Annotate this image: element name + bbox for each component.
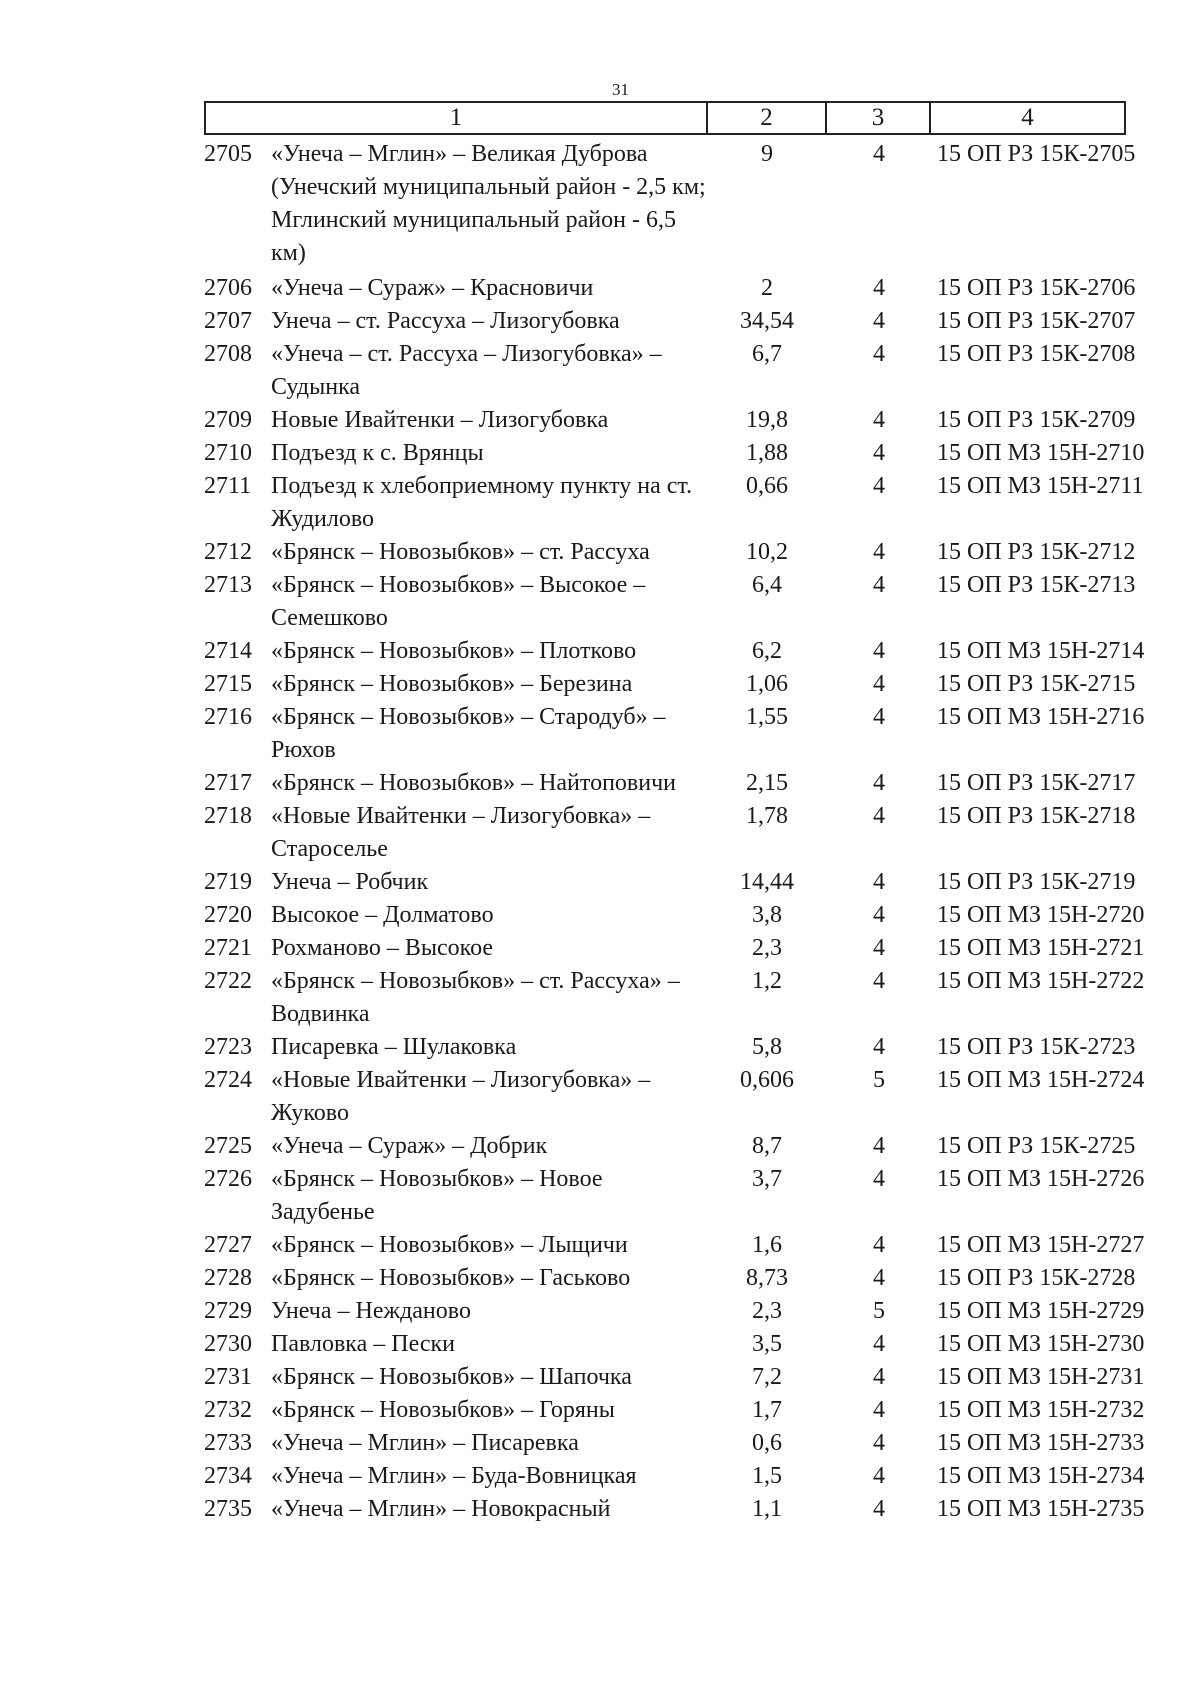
road-id: 15 ОП РЗ 15К-2706: [937, 275, 1136, 301]
road-id: 15 ОП МЗ 15Н-2710: [937, 440, 1145, 466]
road-length: 3,5: [752, 1331, 782, 1357]
table-row: [204, 635, 1144, 668]
road-id: 15 ОП РЗ 15К-2723: [937, 1034, 1136, 1060]
table-row: [204, 1229, 1144, 1262]
road-length: 1,1: [752, 1496, 782, 1522]
table-row: [204, 470, 1144, 536]
road-id: 15 ОП РЗ 15К-2708: [937, 341, 1136, 367]
road-length: 14,44: [740, 869, 794, 895]
road-category: 4: [873, 638, 885, 664]
road-name: «Брянск – Новозыбков» – Лыщичи: [271, 1232, 628, 1258]
road-id: 15 ОП МЗ 15Н-2730: [937, 1331, 1145, 1357]
road-id: 15 ОП РЗ 15К-2709: [937, 407, 1136, 433]
table-row: [204, 138, 1144, 270]
road-length: 0,606: [740, 1067, 794, 1093]
road-name: Писаревка – Шулаковка: [271, 1034, 517, 1060]
road-name: Новые Ивайтенки – Лизогубовка: [271, 407, 609, 433]
road-category: 4: [873, 1232, 885, 1258]
row-number: 2712: [204, 539, 252, 565]
table-header: [204, 101, 1126, 135]
road-length: 1,55: [746, 704, 788, 730]
table-row: [204, 1064, 1144, 1130]
row-number: 2735: [204, 1496, 252, 1522]
table-row: [204, 437, 1144, 470]
road-name: «Брянск – Новозыбков» – ст. Рассуха» – Водвинка: [271, 968, 680, 1027]
table-row: [204, 800, 1144, 866]
table-row: [204, 932, 1144, 965]
table-row: [204, 1295, 1144, 1328]
road-id: 15 ОП РЗ 15К-2717: [937, 770, 1136, 796]
table-row: [204, 1328, 1144, 1361]
road-category: 4: [873, 869, 885, 895]
table-row: [204, 767, 1144, 800]
road-length: 6,4: [752, 572, 782, 598]
row-number: 2705: [204, 141, 252, 167]
row-number: 2730: [204, 1331, 252, 1357]
road-length: 2,3: [752, 1298, 782, 1324]
row-number: 2720: [204, 902, 252, 928]
table-row: [204, 866, 1144, 899]
row-number: 2721: [204, 935, 252, 961]
road-length: 1,7: [752, 1397, 782, 1423]
header-col-4: 4: [1021, 104, 1034, 131]
road-id: 15 ОП РЗ 15К-2705: [937, 141, 1136, 167]
row-number: 2724: [204, 1067, 252, 1093]
road-id: 15 ОП МЗ 15Н-2732: [937, 1397, 1145, 1423]
road-length: 1,06: [746, 671, 788, 697]
row-number: 2723: [204, 1034, 252, 1060]
road-name: Подъезд к хлебоприемному пункту на ст. Жудилово: [271, 473, 693, 532]
table-row: [204, 1493, 1144, 1526]
table-row: [204, 1163, 1144, 1229]
road-category: 4: [873, 1364, 885, 1390]
table-row: [204, 272, 1144, 305]
road-id: 15 ОП РЗ 15К-2725: [937, 1133, 1136, 1159]
road-id: 15 ОП МЗ 15Н-2724: [937, 1067, 1145, 1093]
road-id: 15 ОП МЗ 15Н-2722: [937, 968, 1145, 994]
road-id: 15 ОП МЗ 15Н-2734: [937, 1463, 1145, 1489]
road-id: 15 ОП МЗ 15Н-2731: [937, 1364, 1145, 1390]
road-id: 15 ОП МЗ 15Н-2735: [937, 1496, 1145, 1522]
road-category: 4: [873, 572, 885, 598]
road-id: 15 ОП МЗ 15Н-2727: [937, 1232, 1145, 1258]
road-category: 4: [873, 141, 885, 167]
road-category: 4: [873, 1496, 885, 1522]
road-length: 0,6: [752, 1430, 782, 1456]
road-category: 4: [873, 1397, 885, 1423]
road-id: 15 ОП МЗ 15Н-2733: [937, 1430, 1145, 1456]
row-number: 2727: [204, 1232, 252, 1258]
road-length: 34,54: [740, 308, 794, 334]
table-body: [204, 138, 1144, 1526]
row-number: 2732: [204, 1397, 252, 1423]
row-number: 2714: [204, 638, 252, 664]
table-row: [204, 305, 1144, 338]
road-category: 4: [873, 308, 885, 334]
road-length: 1,5: [752, 1463, 782, 1489]
road-name: «Брянск – Новозыбков» – Березина: [271, 671, 633, 697]
road-name: «Брянск – Новозыбков» – Горяны: [271, 1397, 615, 1423]
road-category: 4: [873, 440, 885, 466]
road-category: 4: [873, 1430, 885, 1456]
row-number: 2716: [204, 704, 252, 730]
row-number: 2722: [204, 968, 252, 994]
table-row: [204, 1460, 1144, 1493]
road-length: 2,3: [752, 935, 782, 961]
header-col-2: 2: [708, 103, 827, 133]
road-name: «Унеча – ст. Рассуха – Лизогубовка» – Судынка: [271, 341, 662, 400]
road-id: 15 ОП МЗ 15Н-2729: [937, 1298, 1145, 1324]
road-category: 4: [873, 704, 885, 730]
road-name: Унеча – ст. Рассуха – Лизогубовка: [271, 308, 620, 334]
road-length: 3,8: [752, 902, 782, 928]
row-number: 2725: [204, 1133, 252, 1159]
page-number: 31: [612, 80, 629, 99]
road-name: Унеча – Нежданово: [271, 1298, 471, 1324]
road-category: 4: [873, 902, 885, 928]
road-category: 4: [873, 935, 885, 961]
road-length: 0,66: [746, 473, 788, 499]
road-length: 8,73: [746, 1265, 788, 1291]
road-length: 6,7: [752, 341, 782, 367]
road-id: 15 ОП МЗ 15Н-2716: [937, 704, 1145, 730]
road-name: «Брянск – Новозыбков» – ст. Рассуха: [271, 539, 650, 565]
road-category: 4: [873, 803, 885, 829]
row-number: 2719: [204, 869, 252, 895]
table-row: [204, 1130, 1144, 1163]
road-name: «Брянск – Новозыбков» – Новое Задубенье: [271, 1166, 603, 1225]
road-name: «Брянск – Новозыбков» – Шапочка: [271, 1364, 632, 1390]
road-length: 2: [761, 275, 773, 301]
road-name: «Брянск – Новозыбков» – Высокое – Семешково: [271, 572, 646, 631]
row-number: 2734: [204, 1463, 252, 1489]
road-name: «Унеча – Мглин» – Буда-Вовницкая: [271, 1463, 637, 1489]
road-category: 4: [873, 1133, 885, 1159]
road-name: «Новые Ивайтенки – Лизогубовка» – Староселье: [271, 803, 651, 862]
road-category: 4: [873, 770, 885, 796]
road-category: 4: [873, 671, 885, 697]
road-name: «Новые Ивайтенки – Лизогубовка» – Жуково: [271, 1067, 651, 1126]
road-category: 5: [873, 1298, 885, 1324]
road-name: «Унеча – Сураж» – Добрик: [271, 1133, 548, 1159]
road-category: 4: [873, 1331, 885, 1357]
road-id: 15 ОП РЗ 15К-2715: [937, 671, 1136, 697]
road-name: Подъезд к с. Врянцы: [271, 440, 484, 466]
road-category: 4: [873, 1034, 885, 1060]
road-length: 8,7: [752, 1133, 782, 1159]
road-length: 3,7: [752, 1166, 782, 1192]
road-name: Унеча – Робчик: [271, 869, 429, 895]
road-length: 5,8: [752, 1034, 782, 1060]
road-id: 15 ОП РЗ 15К-2707: [937, 308, 1136, 334]
road-length: 9: [761, 141, 773, 167]
road-name: «Брянск – Новозыбков» – Найтоповичи: [271, 770, 676, 796]
road-name: «Унеча – Сураж» – Красновичи: [271, 275, 594, 301]
road-category: 4: [873, 539, 885, 565]
table-row: [204, 1361, 1144, 1394]
table-row: [204, 701, 1144, 767]
road-name: «Брянск – Новозыбков» – Стародуб» – Рюхов: [271, 704, 666, 763]
header-col-3: 3: [827, 103, 931, 133]
row-number: 2731: [204, 1364, 252, 1390]
road-id: 15 ОП МЗ 15Н-2726: [937, 1166, 1145, 1192]
road-name: «Унеча – Мглин» – Новокрасный: [271, 1496, 611, 1522]
row-number: 2710: [204, 440, 252, 466]
road-id: 15 ОП МЗ 15Н-2711: [937, 473, 1144, 499]
road-category: 4: [873, 968, 885, 994]
row-number: 2711: [204, 473, 252, 499]
table-row: [204, 338, 1144, 404]
road-name: «Унеча – Мглин» – Писаревка: [271, 1430, 579, 1456]
road-category: 4: [873, 1463, 885, 1489]
row-number: 2728: [204, 1265, 252, 1291]
table-row: [204, 404, 1144, 437]
road-length: 1,6: [752, 1232, 782, 1258]
row-number: 2726: [204, 1166, 252, 1192]
table-row: [204, 536, 1144, 569]
table-row: [204, 569, 1144, 635]
road-name: «Брянск – Новозыбков» – Гаськово: [271, 1265, 631, 1291]
road-length: 7,2: [752, 1364, 782, 1390]
row-number: 2729: [204, 1298, 252, 1324]
road-id: 15 ОП РЗ 15К-2718: [937, 803, 1136, 829]
row-number: 2708: [204, 341, 252, 367]
header-col-1: 1: [206, 103, 708, 133]
road-id: 15 ОП РЗ 15К-2712: [937, 539, 1136, 565]
row-number: 2709: [204, 407, 252, 433]
table-row: [204, 668, 1144, 701]
road-length: 2,15: [746, 770, 788, 796]
table-row: [204, 1031, 1144, 1064]
road-name: «Брянск – Новозыбков» – Плотково: [271, 638, 637, 664]
row-number: 2707: [204, 308, 252, 334]
road-category: 5: [873, 1067, 885, 1093]
road-id: 15 ОП МЗ 15Н-2714: [937, 638, 1145, 664]
road-category: 4: [873, 341, 885, 367]
road-length: 6,2: [752, 638, 782, 664]
road-id: 15 ОП РЗ 15К-2719: [937, 869, 1136, 895]
road-category: 4: [873, 1265, 885, 1291]
road-category: 4: [873, 1166, 885, 1192]
table-row: [204, 1427, 1144, 1460]
road-name: Рохманово – Высокое: [271, 935, 494, 961]
road-id: 15 ОП РЗ 15К-2713: [937, 572, 1136, 598]
road-id: 15 ОП РЗ 15К-2728: [937, 1265, 1136, 1291]
road-name: Высокое – Долматово: [271, 902, 494, 928]
road-length: 19,8: [746, 407, 788, 433]
row-number: 2733: [204, 1430, 252, 1456]
road-length: 10,2: [746, 539, 788, 565]
road-category: 4: [873, 473, 885, 499]
road-category: 4: [873, 407, 885, 433]
table-row: [204, 965, 1144, 1031]
road-length: 1,88: [746, 440, 788, 466]
row-number: 2715: [204, 671, 252, 697]
table-row: [204, 1394, 1144, 1427]
table-row: [204, 899, 1144, 932]
row-number: 2717: [204, 770, 252, 796]
road-category: 4: [873, 275, 885, 301]
road-name: «Унеча – Мглин» – Великая Дуброва (Унечский муниципальный район - 2,5 км; Мглинский муниципальный район - 6,5 км): [271, 141, 706, 266]
road-id: 15 ОП МЗ 15Н-2721: [937, 935, 1145, 961]
row-number: 2706: [204, 275, 252, 301]
table-row: [204, 1262, 1144, 1295]
row-number: 2713: [204, 572, 252, 598]
road-length: 1,78: [746, 803, 788, 829]
road-id: 15 ОП МЗ 15Н-2720: [937, 902, 1145, 928]
road-name: Павловка – Пески: [271, 1331, 455, 1357]
row-number: 2718: [204, 803, 252, 829]
road-length: 1,2: [752, 968, 782, 994]
